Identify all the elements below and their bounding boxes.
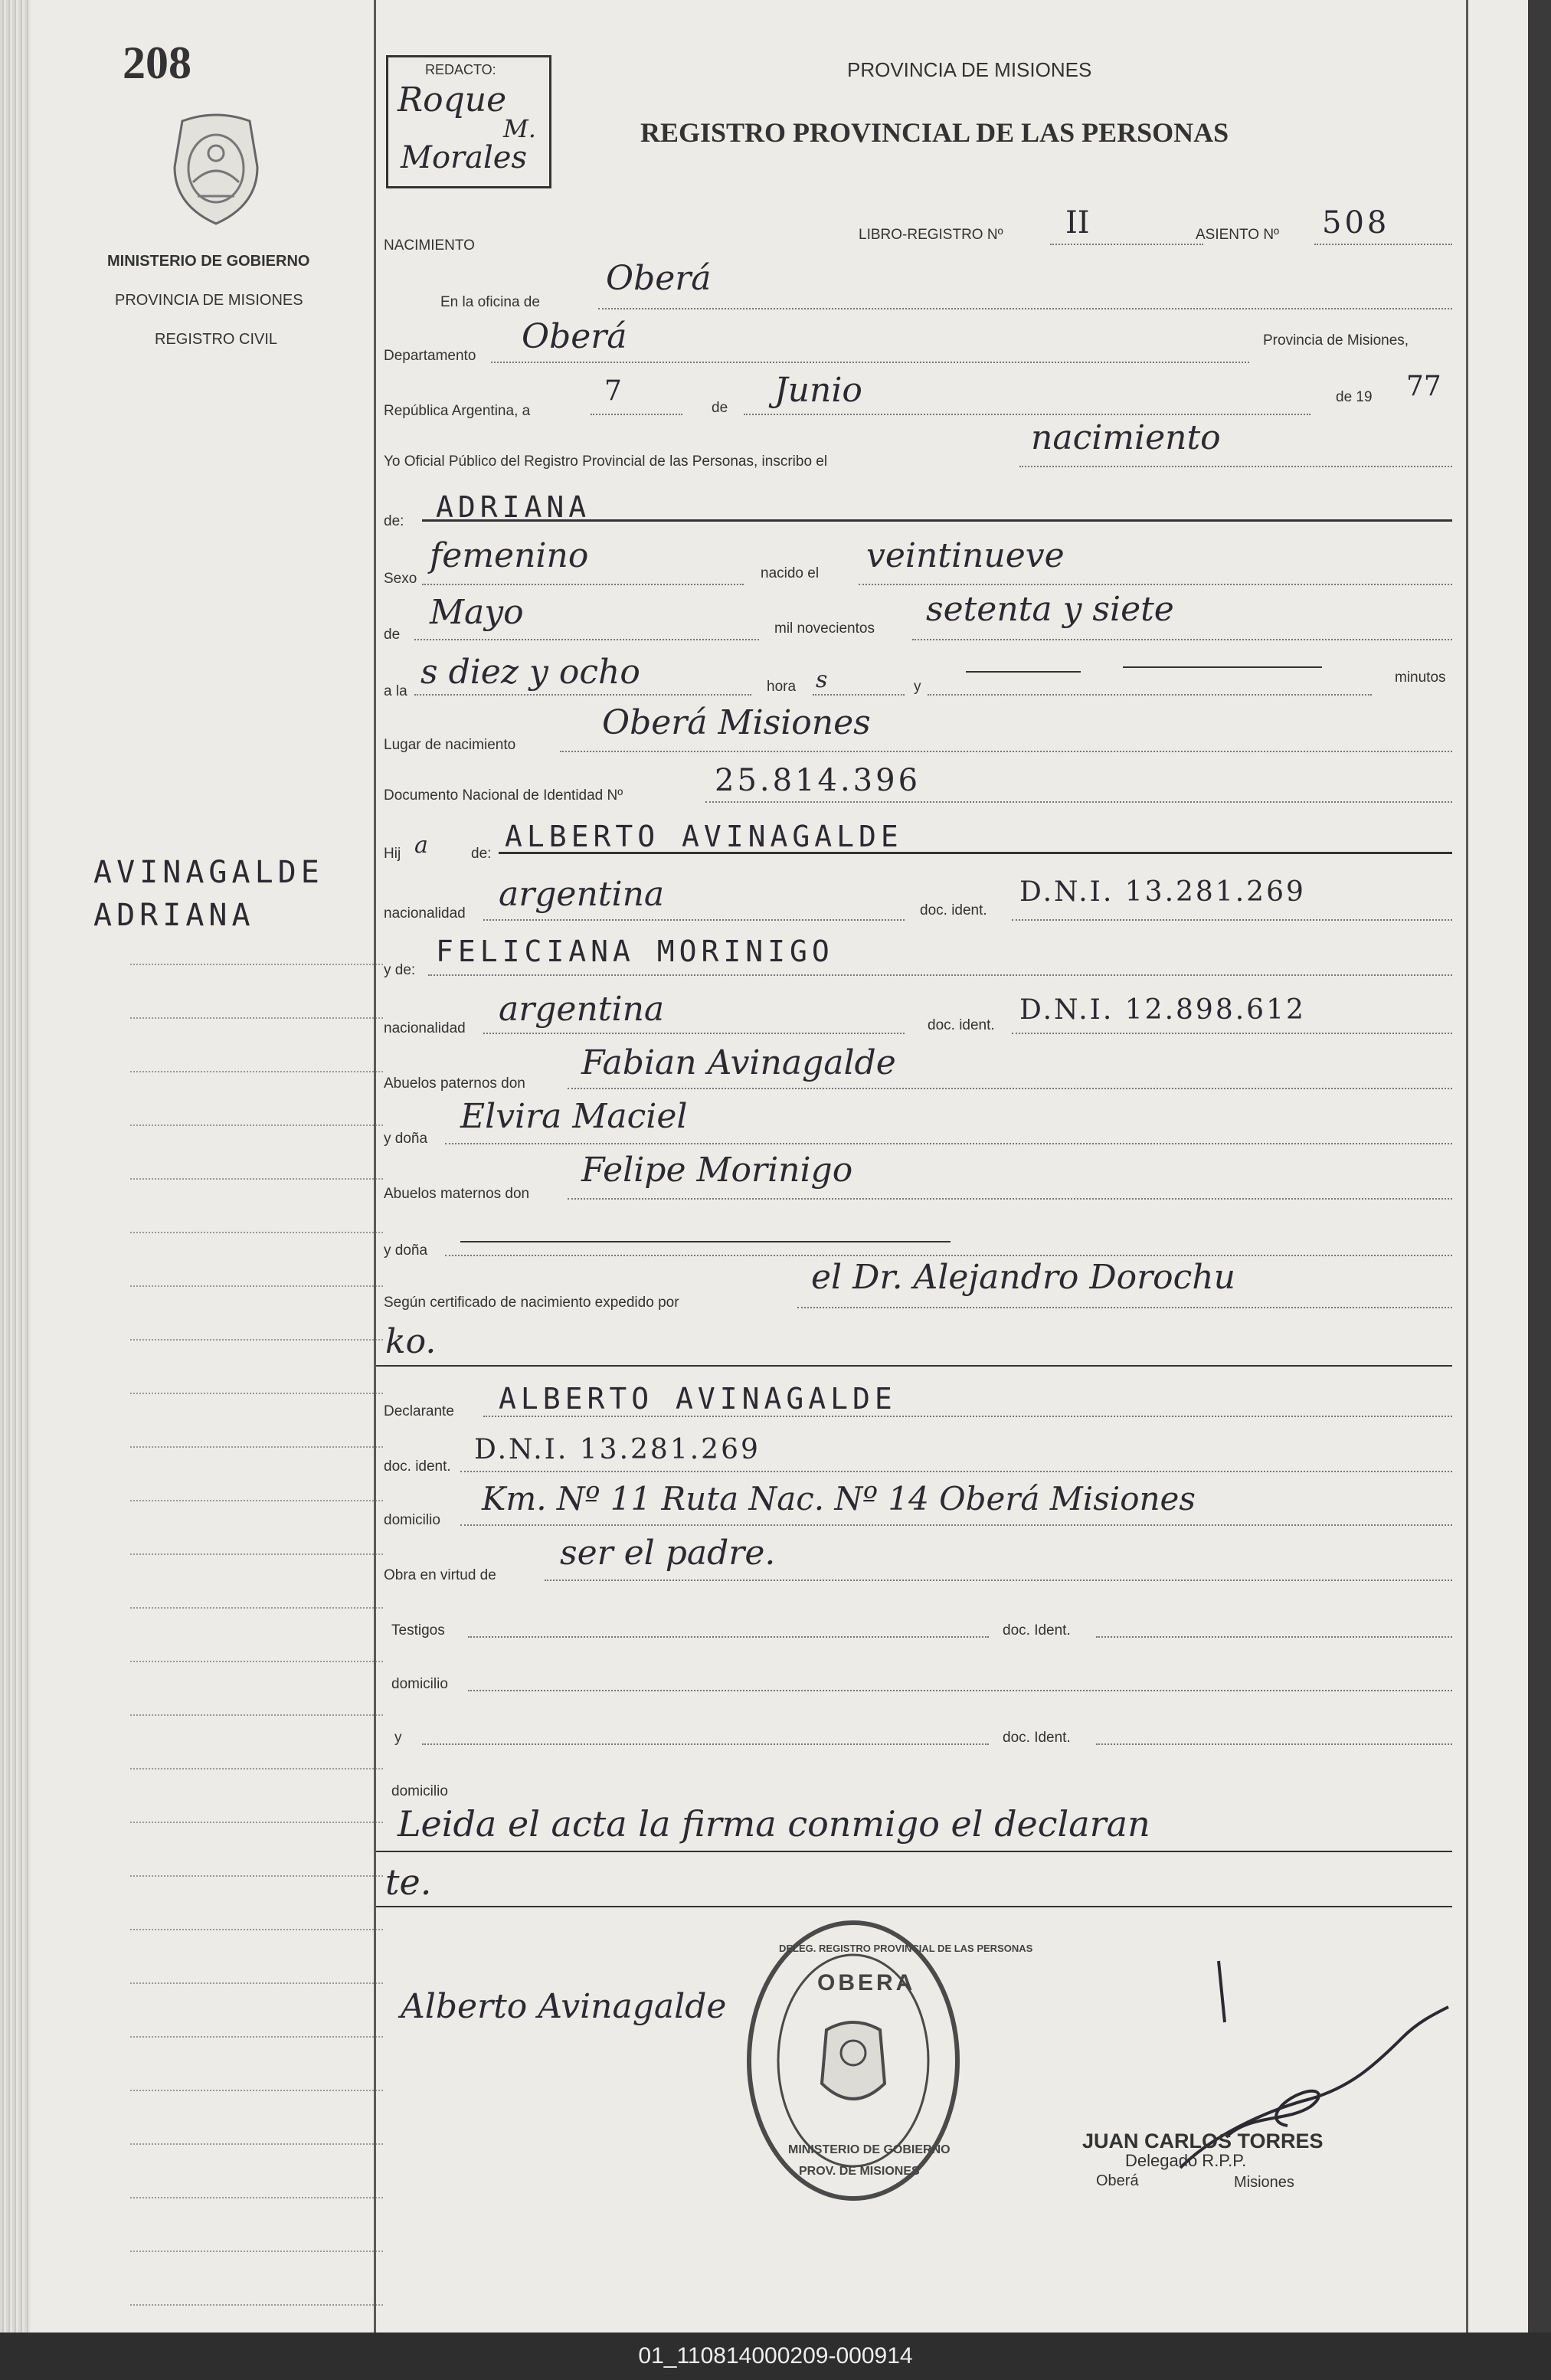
obra-value: ser el padre. (560, 1534, 776, 1573)
yde-label: y de: (384, 962, 416, 978)
de2-label: de: (384, 513, 404, 529)
asiento-label: ASIENTO Nº (1196, 227, 1279, 243)
ruled-line (130, 2090, 383, 2091)
departamento-label: Departamento (384, 348, 476, 364)
republica-label: República Argentina, a (384, 403, 531, 419)
declarante-signature: Alberto Avinagalde (401, 1987, 727, 2026)
ruled-line (130, 1393, 383, 1394)
domicilio3-label: domicilio (391, 1783, 448, 1799)
page-stack-edge (0, 0, 31, 2333)
ruled-line (130, 1285, 383, 1287)
redacto-box (386, 55, 551, 188)
ruled-line (130, 1982, 383, 1984)
registry-label: REGISTRO CIVIL (155, 331, 278, 348)
ruled-line (130, 1071, 383, 1072)
ruled-line (130, 1929, 383, 1930)
nacido-label: nacido el (761, 565, 820, 581)
coat-of-arms-icon (167, 113, 265, 228)
redacto-name-3: Morales (401, 140, 527, 175)
abuela-mat-line (445, 1255, 1452, 1256)
madre-value: FELICIANA MORINIGO (436, 935, 834, 968)
ruled-line (130, 2143, 383, 2145)
margin-note-name: ADRIANA (93, 898, 255, 933)
padre-doc-line (1012, 919, 1452, 921)
header-province: PROVINCIA DE MISIONES (847, 58, 1092, 81)
dia-line (591, 414, 682, 415)
hij-de-label: de: (471, 846, 492, 862)
madre-line (428, 974, 1452, 976)
padre-nac-label: nacionalidad (384, 905, 466, 922)
header-title: REGISTRO PROVINCIAL DE LAS PERSONAS (640, 117, 1229, 148)
sexo-line (422, 584, 744, 585)
ruled-line (130, 2036, 383, 2038)
inscribo-line (1019, 466, 1452, 467)
nacido-value: veintinueve (866, 536, 1065, 575)
domicilio2-line (468, 1690, 1452, 1691)
abuelo-pat-line (568, 1088, 1452, 1089)
page-number: 208 (123, 38, 191, 88)
abuela-mat-dash (460, 1241, 951, 1242)
y-label: y (914, 679, 921, 695)
stamp-ring-text: DELEG. REGISTRO PROVINCIAL DE LAS PERSONAS (779, 1943, 1033, 1954)
oficina-label: En la oficina de (440, 294, 540, 310)
ruled-line (130, 2197, 383, 2198)
ruled-line (130, 1661, 383, 1662)
padre-nac-value: argentina (499, 875, 665, 914)
declarante-line (483, 1416, 1452, 1417)
ala-label: a la (384, 683, 407, 699)
left-margin-column (31, 0, 374, 2333)
stamp-prov-text: PROV. DE MISIONES (799, 2165, 920, 2178)
doc-ident-line (460, 1471, 1452, 1472)
redacto-name-1: Roque (398, 80, 507, 119)
de-label: de (712, 400, 728, 416)
stamp-bottom-text: MINISTERIO DE GOBIERNO (788, 2143, 951, 2156)
minutos-line (928, 694, 1372, 696)
ruled-line (130, 1500, 383, 1501)
province-label: PROVINCIA DE MISIONES (115, 292, 303, 309)
y2-doc-line (1096, 1743, 1452, 1745)
hora-line (414, 694, 751, 696)
oficina-value: Oberá (606, 259, 712, 298)
mes-nac-value: Mayo (430, 593, 524, 632)
hij-label: Hij (384, 846, 401, 862)
asiento-line (1314, 244, 1452, 245)
departamento-line (491, 362, 1249, 363)
ruled-line (130, 964, 383, 965)
libro-line (1050, 244, 1203, 245)
de3-label: de (384, 627, 401, 643)
nombre-value: ADRIANA (436, 490, 591, 524)
official-title: Delegado R.P.P. (1125, 2151, 1247, 2170)
mes-line (744, 414, 1310, 415)
padre-nac-line (483, 919, 905, 921)
official-city: Oberá (1096, 2172, 1139, 2189)
birth-record-form (376, 0, 1466, 2333)
ruled-line (130, 1339, 383, 1341)
dia-value: 7 (604, 375, 622, 407)
testigos-label: Testigos (391, 1622, 445, 1639)
declarante-label: Declarante (384, 1403, 454, 1419)
anio-value: 77 (1406, 371, 1441, 402)
ministry-label: MINISTERIO DE GOBIERNO (107, 253, 310, 270)
testigos-doc-line (1096, 1636, 1452, 1638)
asiento-value: 508 (1322, 205, 1390, 241)
segun-label: Según certificado de nacimiento expedido por (384, 1295, 679, 1311)
abuela-pat-line (445, 1143, 1452, 1144)
testigos-line (468, 1636, 989, 1638)
madre-nac-value: argentina (499, 990, 665, 1029)
anio-nac-value: setenta y siete (926, 590, 1174, 629)
mil-label: mil novecientos (774, 620, 875, 637)
ruled-line (130, 2251, 383, 2252)
official-stamp-icon (742, 1915, 964, 2206)
madre-nac-line (483, 1033, 905, 1034)
domicilio-value: Km. Nº 11 Ruta Nac. Nº 14 Oberá Misiones (482, 1480, 1196, 1517)
ruled-line (130, 1232, 383, 1233)
footer-id: 01_110814000209-000914 (0, 2333, 1551, 2380)
domicilio-label: domicilio (384, 1512, 440, 1528)
provincia-suffix: Provincia de Misiones, (1263, 332, 1409, 349)
ydona-mat-label: y doña (384, 1242, 428, 1259)
page-right-border (1466, 0, 1468, 2333)
abuelos-pat-label: Abuelos paternos don (384, 1075, 525, 1092)
obra-label: Obra en virtud de (384, 1567, 496, 1583)
ruled-line (130, 1553, 383, 1555)
libro-value: II (1065, 205, 1090, 241)
padre-docident-label: doc. ident. (920, 902, 987, 918)
inscribo-label: Yo Oficial Público del Registro Provincial de las Personas, inscribo el (384, 453, 828, 470)
ruled-line (130, 1125, 383, 1126)
doc-ident2-label: doc. Ident. (1003, 1622, 1071, 1639)
ruled-line (130, 1875, 383, 1877)
anio-nac-line (912, 639, 1452, 640)
domicilio-line (460, 1524, 1452, 1526)
horas-label: hora (767, 679, 797, 695)
hora-dash-1 (966, 671, 1081, 673)
horas-line (813, 694, 905, 696)
ruled-line (130, 1446, 383, 1448)
dni-value: 25.814.396 (715, 763, 921, 798)
inscribo-value: nacimiento (1031, 418, 1221, 457)
margin-note-surname: AVINAGALDE (93, 855, 324, 890)
doc-ident3-label: doc. Ident. (1003, 1730, 1071, 1746)
nacido-line (859, 584, 1452, 585)
ruled-line (130, 1714, 383, 1716)
nacimiento-label: NACIMIENTO (384, 237, 475, 254)
abuela-pat-value: Elvira Maciel (460, 1097, 688, 1136)
obra-line (545, 1580, 1452, 1581)
lugar-label: Lugar de nacimiento (384, 737, 516, 753)
segun-value-2: ko. (385, 1322, 437, 1361)
sexo-label: Sexo (384, 571, 417, 587)
padre-doc-value: D.N.I. 13.281.269 (1019, 876, 1306, 908)
hora-dash-2 (1123, 666, 1322, 668)
hij-suffix: a (414, 832, 428, 859)
ydona-pat-label: y doña (384, 1131, 428, 1147)
official-name: JUAN CARLOS TORRES (1082, 2130, 1324, 2152)
oficina-line (598, 308, 1452, 309)
ruled-line (130, 1822, 383, 1823)
dni-line (705, 801, 1452, 803)
leida-value-2: te. (385, 1861, 432, 1903)
ruled-line (130, 2304, 383, 2306)
official-prov: Misiones (1234, 2174, 1294, 2191)
nombre-line (422, 519, 1452, 522)
ruled-line (130, 1768, 383, 1769)
padre-line (499, 852, 1452, 854)
domicilio2-label: domicilio (391, 1676, 448, 1692)
ruled-line (130, 1017, 383, 1019)
segun-value-1: el Dr. Alejandro Dorochu (811, 1258, 1235, 1297)
madre-doc-value: D.N.I. 12.898.612 (1019, 994, 1306, 1026)
horas-suffix: s (816, 666, 828, 693)
leida-line-2 (376, 1906, 1452, 1907)
madre-nac-label: nacionalidad (384, 1020, 466, 1036)
abuelos-mat-label: Abuelos maternos don (384, 1186, 530, 1202)
mes-nac-line (414, 639, 759, 640)
leida-value-1: Leida el acta la firma conmigo el declaran (398, 1803, 1150, 1845)
segun-line (797, 1307, 1452, 1308)
redacto-name-2: M. (503, 114, 536, 143)
abuelo-mat-value: Felipe Morinigo (581, 1151, 853, 1190)
padre-value: ALBERTO AVINAGALDE (505, 820, 903, 853)
abuelo-pat-value: Fabian Avinagalde (581, 1043, 896, 1082)
lugar-value: Oberá Misiones (602, 703, 871, 742)
mes-value: Junio (774, 371, 862, 410)
leida-line-1 (376, 1851, 1452, 1852)
y2-label: y (394, 1730, 402, 1746)
madre-docident-label: doc. ident. (928, 1017, 995, 1033)
dni-label: Documento Nacional de Identidad Nº (384, 787, 623, 804)
y2-line (422, 1743, 989, 1745)
redacto-label: REDACTO: (425, 62, 496, 77)
madre-doc-line (1012, 1033, 1452, 1034)
sexo-value: femenino (430, 536, 589, 575)
lugar-line (560, 751, 1452, 752)
libro-label: LIBRO-REGISTRO Nº (859, 227, 1003, 243)
declarante-value: ALBERTO AVINAGALDE (499, 1382, 897, 1416)
ruled-line (130, 1607, 383, 1609)
ruled-line (130, 1178, 383, 1180)
stamp-city: OBERA (817, 1970, 916, 1995)
doc-ident-label: doc. ident. (384, 1458, 451, 1475)
abuelo-mat-line (568, 1198, 1452, 1200)
minutos-label: minutos (1395, 669, 1446, 686)
hora-value: s diez y ocho (420, 653, 640, 692)
declarante-doc-value: D.N.I. 13.281.269 (474, 1434, 761, 1465)
anio-label: de 19 (1336, 389, 1373, 405)
segun-line-2 (376, 1365, 1452, 1367)
departamento-value: Oberá (522, 317, 627, 356)
